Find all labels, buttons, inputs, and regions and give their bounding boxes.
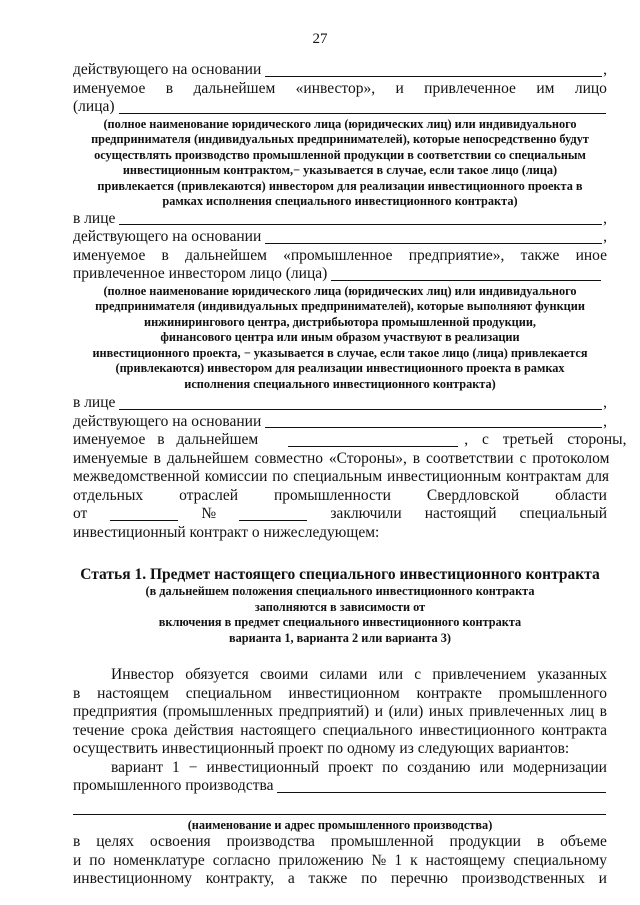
attracted-person-line: [73, 265, 607, 284]
word: «промышленное: [283, 246, 393, 264]
persons-label: (лица): [73, 98, 115, 115]
word: течение: [73, 721, 125, 739]
word: согласно: [212, 851, 271, 869]
word: номенклатуре: [113, 851, 205, 869]
word: и: [374, 703, 384, 720]
in-person-line-2: [73, 394, 607, 413]
article-subtitle: [73, 584, 607, 646]
word: или: [479, 758, 504, 776]
word: а: [287, 870, 295, 887]
word: контракта: [541, 721, 607, 739]
word: настоящему: [425, 851, 506, 869]
third-side-label: , с третьей стороны,: [464, 431, 627, 448]
word: иных: [428, 703, 464, 720]
investor-named-line: [73, 80, 607, 99]
word: к: [410, 851, 418, 869]
text: межведомственной комиссии по специальным инвестиционным контрактам для: [73, 468, 610, 485]
word: или: [378, 666, 403, 683]
note-line: инжинирингового центра, дистрибьютора промышленной продукции,: [143, 314, 537, 329]
text: инвестиционный контракт о нижеследующем:: [73, 523, 380, 541]
attracted-label: привлеченное инвестором лицо (лица): [73, 265, 328, 282]
persons-blank[interactable]: [119, 113, 606, 114]
word: предприятий): [278, 703, 370, 720]
word: освоения: [149, 833, 211, 850]
note-line: рамках исполнения специального инвестиционного контракта): [162, 194, 518, 208]
word: иное: [575, 246, 607, 264]
article-title: Статья 1. Предмет настоящего специального инвестиционного контракта: [80, 566, 600, 583]
para-line: [73, 870, 607, 889]
number-blank[interactable]: [239, 520, 307, 521]
comma: ,: [603, 61, 607, 78]
basis-blank-2[interactable]: [265, 243, 602, 244]
in-person-blank-2[interactable]: [119, 409, 602, 410]
word: своими: [260, 666, 309, 683]
word: объеме: [560, 833, 607, 850]
basis-label: действующего на основании: [73, 61, 262, 78]
basis-line-2: [73, 228, 607, 247]
word: привлечением: [432, 666, 527, 683]
third-party-blank[interactable]: [288, 446, 458, 447]
in-person-blank-1[interactable]: [119, 224, 602, 225]
word: силами: [319, 666, 368, 683]
para-line: [73, 666, 607, 685]
word: по: [89, 851, 106, 869]
word: привлеченных: [469, 703, 565, 720]
word: и: [598, 870, 607, 887]
word: приложению: [278, 851, 364, 869]
word: промышленной: [330, 833, 434, 850]
note-line: финансового центра или иным образом участвуют в реализации: [160, 330, 520, 344]
word: Инвестор: [111, 666, 174, 683]
persons-line: [73, 98, 607, 117]
word: модернизации: [512, 758, 607, 776]
production-label: промышленного производства: [73, 777, 274, 794]
word: созданию: [407, 758, 471, 776]
para-line: [73, 833, 607, 852]
word: предприятия: [73, 703, 158, 720]
word: 1: [394, 851, 403, 869]
para-line: [73, 740, 607, 759]
word: вариант: [111, 758, 163, 776]
word: области: [555, 486, 607, 504]
attracted-blank[interactable]: [331, 280, 601, 281]
text: именуемые в дальнейшем совместно «Стороны», в соответствии с протоколом: [73, 449, 610, 467]
word: и: [73, 851, 82, 869]
production-address-blank[interactable]: [73, 814, 606, 815]
para-line: [73, 722, 607, 741]
word: в: [161, 246, 169, 264]
basis-label: действующего на основании: [73, 412, 262, 430]
word: в: [599, 703, 607, 720]
word: промышленности: [274, 486, 391, 504]
basis-line-1: [73, 61, 607, 80]
text: осуществить инвестиционный проект по одному из следующих вариантов:: [73, 740, 570, 757]
word: лиц: [569, 703, 595, 720]
note-line: инвестиционным контрактом,− указывается в случае, если такое лицо (лица): [122, 163, 558, 177]
basis-label: действующего на основании: [73, 228, 262, 245]
word: (или): [388, 703, 424, 720]
protocol-date-line: [73, 505, 607, 524]
basis-blank-3[interactable]: [265, 427, 602, 428]
subtitle-line: (в дальнейшем положения специального инвестиционного контракта: [145, 584, 535, 598]
word: инвестиционного: [419, 721, 535, 739]
word: целях: [96, 833, 135, 850]
word: контракте: [416, 684, 482, 702]
named-label: именуемое в дальнейшем: [73, 431, 259, 448]
word: настоящего: [240, 721, 316, 739]
word: в: [536, 833, 545, 850]
word: им: [536, 79, 555, 97]
word: действия: [174, 721, 234, 739]
word: специальном: [185, 684, 272, 702]
subtitle-line: варианта 1, варианта 2 или варианта 3): [229, 630, 451, 645]
word: привлеченное: [424, 79, 516, 97]
production-line: [73, 777, 607, 796]
word: продукции: [449, 833, 521, 850]
in-person-label: в лице: [73, 209, 116, 227]
word: проект: [328, 758, 374, 776]
comma: ,: [603, 412, 607, 430]
basis-blank-1[interactable]: [265, 76, 602, 77]
word: специального: [322, 721, 413, 739]
document-body: [73, 61, 627, 889]
production-address-note: (наименование и адрес промышленного производства): [187, 817, 493, 832]
word: с: [414, 666, 422, 683]
production-address-line: [73, 796, 607, 818]
para-line: [73, 852, 607, 871]
word: −: [188, 758, 198, 776]
note-line: предпринимателя (индивидуальных предпринимателей), которые непосредственно будут: [91, 132, 589, 146]
comma: ,: [603, 228, 607, 245]
note-line: исполнения специального инвестиционного контракта): [184, 376, 496, 391]
branches-line: [73, 487, 607, 506]
word: инвестиционный: [206, 758, 320, 776]
date-label: от: [73, 505, 88, 522]
word: лицо: [574, 79, 607, 97]
text-line: [73, 524, 607, 543]
word: отдельных: [73, 486, 144, 504]
third-party-line: [73, 431, 627, 450]
word: дальнейшем: [193, 79, 276, 97]
word: заключили: [330, 505, 402, 522]
word: «инвестор»,: [295, 79, 376, 97]
word: 1: [171, 758, 180, 776]
word: по: [361, 870, 378, 887]
word: (промышленных: [162, 703, 274, 720]
word: инвестиционном: [288, 684, 400, 702]
para-line: [73, 685, 607, 704]
word: промышленного: [498, 684, 607, 702]
word: Свердловской: [426, 486, 520, 504]
word: специальному: [513, 851, 607, 869]
word: именуемое: [73, 79, 146, 97]
word: дальнейшем: [185, 246, 267, 264]
word: также: [308, 870, 348, 887]
word: указанных: [537, 666, 607, 683]
word: №: [371, 851, 387, 869]
word: предприятие»,: [408, 246, 505, 264]
footnote-producer: [73, 117, 607, 210]
variant1-line: [73, 759, 607, 778]
basis-line-3: [73, 413, 607, 432]
comma: ,: [603, 394, 607, 411]
word: специальный: [519, 505, 607, 522]
note-line: осуществлять производство промышленной продукции в соответствии со специальным: [94, 147, 586, 162]
word: контракту,: [205, 870, 275, 887]
word: также: [520, 246, 560, 264]
in-person-line-1: [73, 210, 607, 229]
note-line: (полное наименование юридического лица (юридических лиц) или индивидуального: [103, 283, 577, 298]
production-blank[interactable]: [277, 792, 606, 793]
word: отраслей: [179, 486, 239, 504]
word: срока: [131, 721, 168, 739]
word: именуемое: [73, 246, 146, 264]
text-line: [73, 468, 610, 487]
note-line: (полное наименование юридического лица (юридических лиц) или индивидуального: [103, 116, 577, 131]
word: по: [382, 758, 399, 776]
date-blank[interactable]: [110, 520, 178, 521]
footnote-engineering: [73, 284, 607, 393]
number-sign: №: [201, 505, 217, 522]
word: производства: [226, 833, 315, 850]
word: в: [73, 833, 81, 850]
word: и: [395, 79, 404, 97]
word: настоящем: [97, 684, 169, 702]
enterprise-named-line: [73, 247, 607, 266]
word: настоящий: [424, 505, 497, 522]
note-line: предпринимателя (индивидуальных предпринимателей), которые выполняют функции: [95, 299, 585, 313]
word: производственных: [461, 870, 585, 887]
in-person-label: в лице: [73, 394, 116, 411]
note-line: инвестиционного проекта, − указывается в случае, если такое лицо (лица) привлекается: [92, 345, 588, 360]
subtitle-line: включения в предмет специального инвестиционного контракта: [158, 615, 522, 629]
word: в: [73, 684, 81, 702]
comma: ,: [603, 209, 607, 227]
page-number: 27: [312, 31, 328, 47]
word: в: [165, 79, 174, 97]
note-line: привлекается (привлекаются) инвестором для реализации инвестиционного проекта в: [97, 178, 583, 193]
word: обязуется: [185, 666, 249, 683]
note-line: (привлекаются) инвестором для реализации инвестиционного проекта в рамках: [115, 361, 565, 375]
word: перечню: [390, 870, 448, 887]
word: инвестиционному: [73, 870, 192, 887]
text-line: [73, 449, 610, 469]
para-line: [73, 703, 607, 722]
subtitle-line: заполняются в зависимости от: [254, 599, 426, 614]
